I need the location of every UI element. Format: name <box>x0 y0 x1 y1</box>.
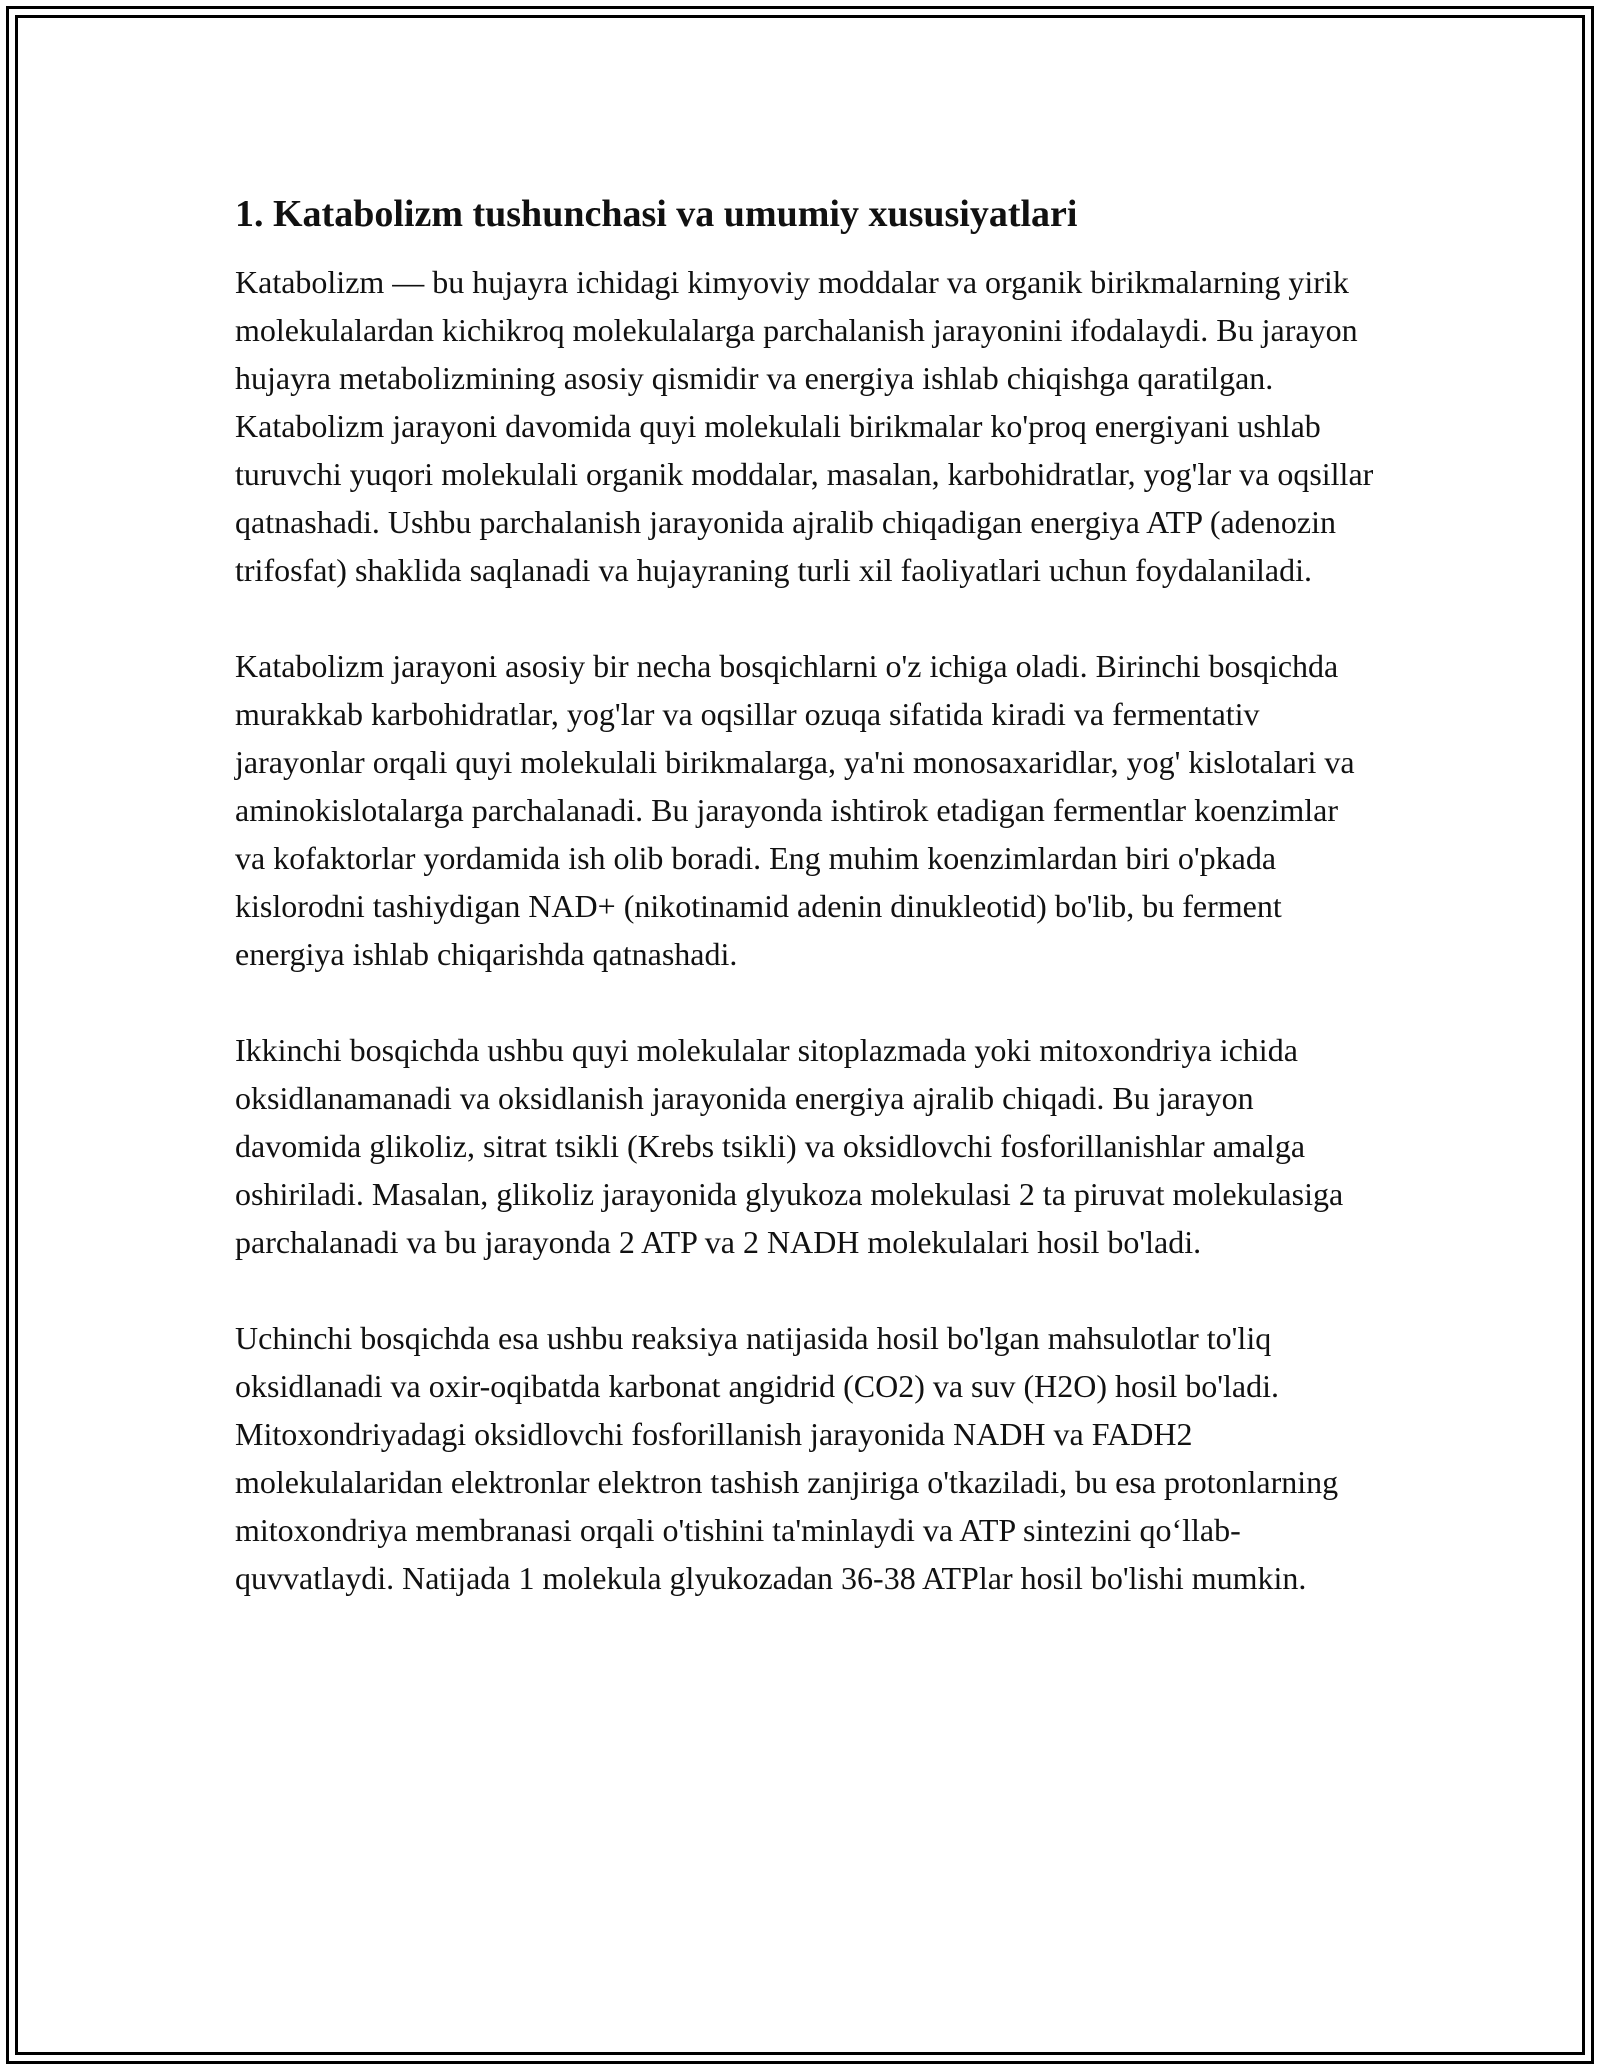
section-heading: 1. Katabolizm tushunchasi va umumiy xususiyatlari <box>235 193 1078 235</box>
paragraph-2: Katabolizm jarayoni asosiy bir necha bosqichlarni o'z ichiga oladi. Birinchi bosqichda murakkab karbohidratlar, yog'lar va oqsillar ozuqa sifatida kiradi va fermentativ jarayonlar orqali quyi molekulali birikmalarga, ya'ni monosaxaridlar, yog' kislotalari va aminokislotalarga parchalanadi. Bu jarayonda ishtirok etadigan fermentlar koenzimlar va kofaktorlar yordamida ish olib boradi. Eng muhim koenzimlardan biri o'pkada kislorodni tashiydigan NAD+ (nikotinamid adenin dinukleotid) bo'lib, bu ferment energiya ishlab chiqarishda qatnashadi. <box>235 648 1355 972</box>
paragraph-4: Uchinchi bosqichda esa ushbu reaksiya natijasida hosil bo'lgan mahsulotlar to'liq oksidlanadi va oxir-oqibatda karbonat angidrid (CO2) va suv (H2O) hosil bo'ladi. Mitoxondriyadagi oksidlovchi fosforillanish jarayonida NADH va FADH2 molekulalaridan elektronlar elektron tashish zanjiriga o'tkaziladi, bu esa protonlarning mitoxondriya membranasi orqali o'tishini ta'minlaydi va ATP sintezini qo‘llab-quvvatlaydi. Natijada 1 molekula glyukozadan 36-38 ATPlar hosil bo'lishi mumkin. <box>235 1320 1339 1596</box>
paragraph-1: Katabolizm — bu hujayra ichidagi kimyoviy moddalar va organik birikmalarning yirik molekulalardan kichikroq molekulalarga parchalanish jarayonini ifodalaydi. Bu jarayon hujayra metabolizmining asosiy qismidir va energiya ishlab chiqishga qaratilgan. Katabolizm jarayoni davomida quyi molekulali birikmalar ko'proq energiyani ushlab turuvchi yuqori molekulali organik moddalar, masalan, karbohidratlar, yog'lar va oqsillar qatnashadi. Ushbu parchalanish jarayonida ajralib chiqadigan energiya ATP (adenozin trifosfat) shaklida saqlanadi va hujayraning turli xil faoliyatlari uchun foydalaniladi. <box>235 264 1374 588</box>
paragraph-3: Ikkinchi bosqichda ushbu quyi molekulalar sitoplazmada yoki mitoxondriya ichida oksidlanamanadi va oksidlanish jarayonida energiya ajralib chiqadi. Bu jarayon davomida glikoliz, sitrat tsikli (Krebs tsikli) va oksidlovchi fosforillanishlar amalga oshiriladi. Masalan, glikoliz jarayonida glyukoza molekulasi 2 ta piruvat molekulasiga parchalanadi va bu jarayonda 2 ATP va 2 NADH molekulalari hosil bo'ladi. <box>235 1032 1344 1260</box>
document-body <box>235 188 1375 1602</box>
